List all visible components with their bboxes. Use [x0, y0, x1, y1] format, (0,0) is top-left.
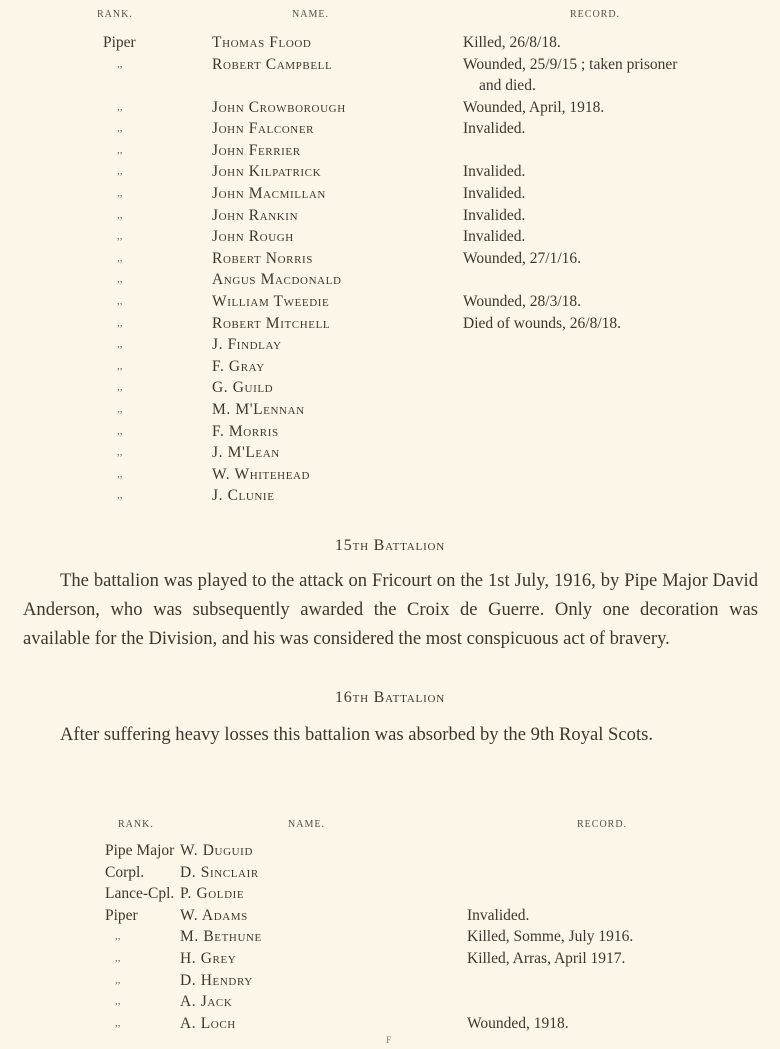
- name-cell: William Tweedie: [212, 292, 330, 310]
- rank-cell: ,,: [117, 489, 123, 502]
- table-row: [0, 862, 780, 884]
- record-cell: Wounded, April, 1918.: [463, 98, 605, 116]
- record-cell: Invalided.: [463, 120, 526, 138]
- rank-cell: ,,: [117, 294, 123, 307]
- record-cell: Died of wounds, 26/8/18.: [463, 314, 622, 332]
- rank-cell: ,,: [117, 402, 123, 415]
- name-cell: F. Morris: [212, 422, 279, 440]
- name-cell: J. M'Lean: [212, 444, 280, 462]
- section-15th-paragraph: The battalion was played to the attack on Fricourt on the 1st July, 1916, by Pipe Major David Anderson, who was subsequently awarded the Croix de Guerre. Only one decoration was available for the Division, and his was considered the most conspicuous act of bravery.: [23, 570, 758, 649]
- section-heading-16th: 16th Battalion: [334, 689, 446, 706]
- record-cell: Invalided.: [463, 184, 526, 202]
- roll-table-1: [0, 32, 780, 507]
- name-cell: F. Gray: [212, 357, 265, 375]
- rank-cell: ,,: [117, 359, 123, 372]
- table-row: [0, 118, 780, 140]
- table-row: [0, 442, 780, 464]
- rank-cell: ,,: [115, 995, 121, 1008]
- name-cell: W. Whitehead: [212, 465, 311, 483]
- name-cell: W. Duguid: [180, 842, 253, 859]
- table-row: [0, 291, 780, 313]
- table-row: [0, 205, 780, 227]
- table-row: [0, 840, 780, 862]
- table-row: [0, 226, 780, 248]
- rank-cell: ,,: [117, 273, 123, 286]
- record-cell-continued: and died.: [479, 77, 536, 95]
- rank-cell: ,,: [117, 251, 123, 264]
- table-row: [0, 377, 780, 399]
- roll-table-2: [0, 840, 780, 1034]
- name-cell: W. Adams: [180, 906, 248, 924]
- rank-cell: Lance-Cpl.: [105, 885, 175, 903]
- table-row: [0, 421, 780, 443]
- name-cell: John Ferrier: [212, 141, 301, 159]
- name-cell: John Falconer: [212, 120, 315, 138]
- record-cell: Wounded, 25/9/15 ; taken prisoner: [463, 55, 678, 73]
- rank-header: RANK.: [118, 819, 154, 830]
- name-cell: M. Bethune: [180, 928, 262, 946]
- rank-cell: ,,: [117, 143, 123, 156]
- rank-cell: Corpl.: [105, 863, 145, 881]
- name-cell: A. Jack: [180, 993, 233, 1011]
- table-row: [0, 926, 780, 948]
- record-cell: Invalided.: [463, 163, 526, 181]
- section-16th-paragraph: After suffering heavy losses this battalion was absorbed by the 9th Royal Scots.: [60, 724, 654, 745]
- name-cell: G. Guild: [212, 379, 274, 397]
- rank-cell: ,,: [117, 57, 123, 70]
- rank-cell: ,,: [115, 973, 121, 986]
- record-cell: Wounded, 1918.: [467, 1014, 569, 1032]
- rank-cell: ,,: [117, 446, 123, 459]
- name-cell: Robert Campbell: [212, 55, 333, 73]
- name-header: NAME.: [292, 9, 329, 20]
- record-cell: Invalided.: [467, 906, 530, 924]
- table-row: [0, 970, 780, 992]
- rank-cell: ,,: [117, 467, 123, 480]
- name-header: NAME.: [288, 819, 325, 830]
- name-cell: Robert Norris: [212, 249, 314, 267]
- name-cell: John Rough: [212, 228, 294, 246]
- name-cell: Angus Macdonald: [212, 271, 342, 289]
- record-header: RECORD.: [570, 9, 621, 20]
- section-heading-15th: 15th Battalion: [334, 537, 446, 554]
- record-cell: Killed, Arras, April 1917.: [467, 949, 626, 967]
- rank-cell: ,,: [117, 424, 123, 437]
- name-cell: A. Loch: [180, 1014, 236, 1032]
- table-row: [0, 334, 780, 356]
- table-row: [0, 140, 780, 162]
- rank-cell: Piper: [103, 34, 136, 51]
- table-row: [0, 1013, 780, 1035]
- record-header: RECORD.: [577, 819, 628, 830]
- record-cell: Wounded, 28/3/18.: [463, 292, 582, 310]
- rank-cell: ,,: [115, 1016, 121, 1029]
- table-row: [0, 991, 780, 1013]
- rank-cell: ,,: [115, 930, 121, 943]
- name-cell: M. M'Lennan: [212, 400, 305, 418]
- table-row: [0, 269, 780, 291]
- record-cell: Wounded, 27/1/16.: [463, 249, 582, 267]
- table-row: [0, 464, 780, 486]
- record-cell: Killed, 26/8/18.: [463, 34, 561, 51]
- record-cell: Invalided.: [463, 228, 526, 246]
- rank-cell: ,,: [117, 122, 123, 135]
- table-row: [0, 313, 780, 335]
- table-row: [0, 399, 780, 421]
- rank-cell: ,,: [115, 951, 121, 964]
- rank-cell: ,,: [117, 208, 123, 221]
- name-cell: Thomas Flood: [212, 34, 312, 51]
- name-cell: John Rankin: [212, 206, 299, 224]
- rank-cell: ,,: [117, 316, 123, 329]
- rank-cell: ,,: [117, 100, 123, 113]
- record-cell: Killed, Somme, July 1916.: [467, 928, 634, 946]
- table-row: [0, 54, 780, 97]
- table-row: [0, 161, 780, 183]
- rank-cell: ,,: [117, 381, 123, 394]
- name-cell: J. Findlay: [212, 336, 282, 354]
- table-row: [0, 883, 780, 905]
- table-row: [0, 485, 780, 507]
- name-cell: J. Clunie: [212, 487, 275, 505]
- table-row: [0, 248, 780, 270]
- name-cell: D. Hendry: [180, 971, 253, 989]
- table-row: [0, 183, 780, 205]
- name-cell: H. Grey: [180, 949, 237, 967]
- rank-cell: ,,: [117, 165, 123, 178]
- rank-cell: ,,: [117, 230, 123, 243]
- table-row: [0, 32, 780, 54]
- rank-cell: Piper: [105, 906, 138, 924]
- table-row: [0, 905, 780, 927]
- name-cell: Robert Mitchell: [212, 314, 331, 332]
- name-cell: John Crowborough: [212, 98, 346, 116]
- signature-mark: F: [386, 1035, 392, 1045]
- name-cell: D. Sinclair: [180, 863, 259, 881]
- record-cell: Invalided.: [463, 206, 526, 224]
- rank-cell: Pipe Major: [105, 842, 175, 859]
- name-cell: John Kilpatrick: [212, 163, 322, 181]
- rank-cell: ,,: [117, 338, 123, 351]
- rank-cell: ,,: [117, 186, 123, 199]
- name-cell: John Macmillan: [212, 184, 326, 202]
- table-row: [0, 356, 780, 378]
- rank-header: RANK.: [97, 9, 133, 20]
- table-row: [0, 97, 780, 119]
- name-cell: P. Goldie: [180, 885, 245, 903]
- table-row: [0, 948, 780, 970]
